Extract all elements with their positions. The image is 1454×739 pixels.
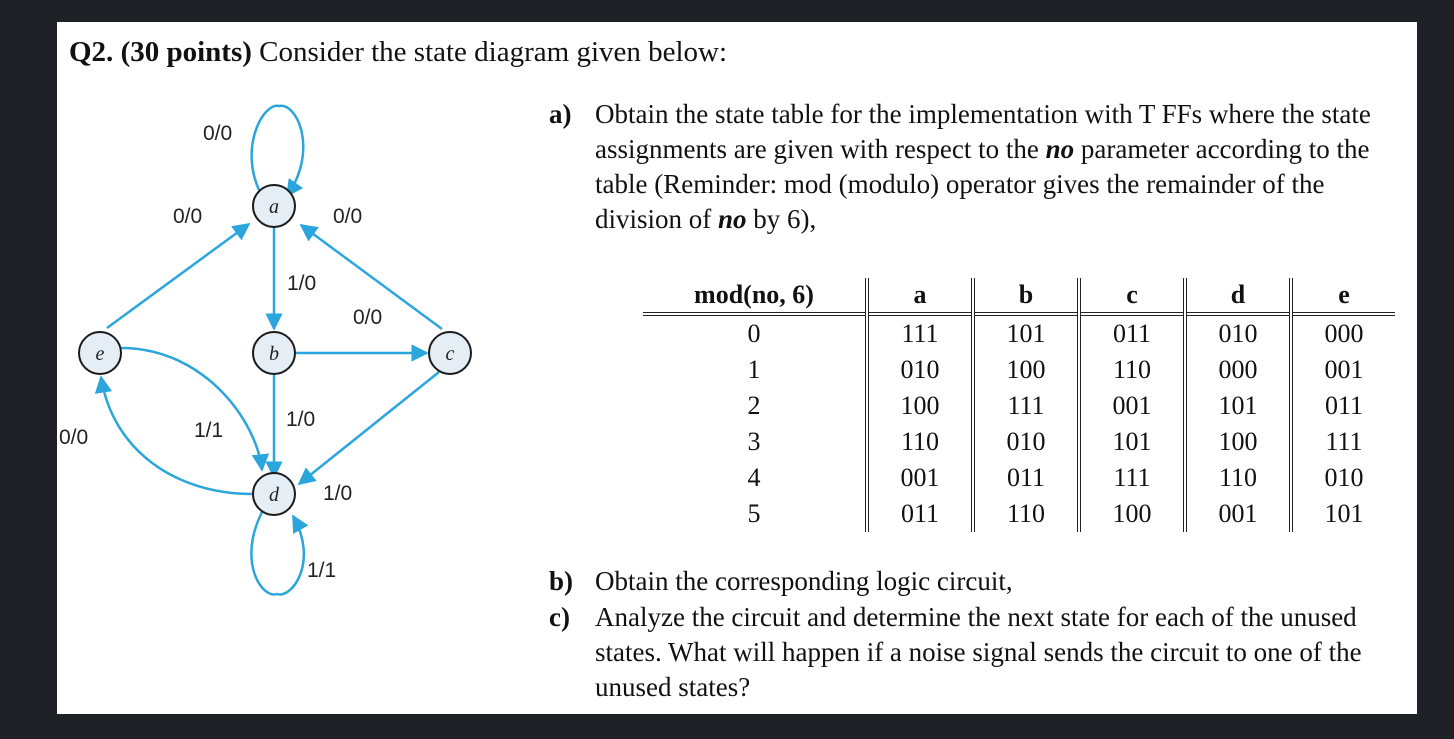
label-a-b: 1/0 — [287, 272, 317, 295]
cell: 110 — [867, 424, 973, 460]
cell: 010 — [1185, 314, 1291, 352]
part-b — [549, 564, 1389, 604]
table-row — [643, 424, 1395, 460]
cell: 000 — [1291, 314, 1395, 352]
cell: 111 — [867, 314, 973, 352]
state-diagram — [57, 92, 497, 612]
cell: 110 — [1185, 460, 1291, 496]
cell: 010 — [973, 424, 1079, 460]
cell: 001 — [1079, 388, 1185, 424]
cell: 2 — [747, 391, 761, 420]
question-page — [57, 22, 1417, 714]
transition-e-d — [121, 348, 262, 470]
state-node-c — [429, 332, 471, 374]
svg-text:a: a — [269, 196, 279, 218]
cell: 010 — [1291, 460, 1395, 496]
part-b-letter: b) — [549, 566, 574, 596]
cell: 0 — [747, 319, 761, 348]
svg-text:d: d — [269, 484, 279, 506]
part-a — [549, 97, 1389, 247]
label-e-d: 1/1 — [194, 419, 224, 442]
transition-e-a — [107, 224, 249, 328]
cell: 010 — [867, 352, 973, 388]
transition-a-a — [252, 106, 304, 196]
part-a-letter: a) — [549, 99, 572, 129]
cell: 100 — [1079, 496, 1185, 532]
cell: 011 — [867, 496, 973, 532]
question-number: Q2. — [69, 36, 114, 68]
cell: 5 — [747, 499, 761, 528]
cell: 111 — [973, 388, 1079, 424]
label-d-d: 1/1 — [307, 559, 337, 582]
question-points: (30 points) — [120, 36, 252, 68]
cell: 101 — [1185, 388, 1291, 424]
part-c — [549, 600, 1419, 710]
svg-text:b: b — [269, 343, 279, 365]
label-d-e: 0/0 — [59, 426, 89, 449]
state-node-d — [253, 473, 295, 515]
transition-c-d — [299, 372, 439, 484]
cell: 4 — [747, 463, 761, 492]
part-a-em2: no — [718, 204, 747, 234]
table-row — [643, 496, 1395, 532]
cell: 111 — [1079, 460, 1185, 496]
svg-text:c: c — [445, 343, 455, 365]
label-c-d: 1/0 — [323, 482, 353, 505]
header-b: b — [973, 278, 1079, 314]
state-assignment-table — [643, 278, 1395, 532]
table-row — [643, 388, 1395, 424]
label-e-a: 0/0 — [173, 205, 203, 228]
cell: 100 — [867, 388, 973, 424]
cell: 000 — [1185, 352, 1291, 388]
header-mod: mod(no, 6) — [694, 280, 814, 309]
question-text: Consider the state diagram given below: — [259, 36, 728, 68]
part-c-text: Analyze the circuit and determine the next state for each of the unused states. What will happen if a noise signal sends the circuit to one of the unused states? — [595, 602, 1362, 702]
state-node-e — [79, 332, 121, 374]
part-b-text: Obtain the corresponding logic circuit, — [595, 566, 1013, 596]
table-row — [643, 460, 1395, 496]
table-header-row — [643, 278, 1395, 314]
cell: 101 — [1291, 496, 1395, 532]
question-title — [69, 36, 727, 69]
cell: 101 — [973, 314, 1079, 352]
header-e: e — [1291, 278, 1395, 314]
state-node-a — [253, 185, 295, 227]
header-a: a — [867, 278, 973, 314]
svg-text:e: e — [95, 343, 105, 365]
cell: 011 — [1291, 388, 1395, 424]
header-c: c — [1079, 278, 1185, 314]
part-a-seg2: parameter according to the table (Reminder: mod (modulo) operator gives the remainder of the division of — [595, 134, 1370, 234]
cell: 001 — [1185, 496, 1291, 532]
table-row — [643, 352, 1395, 388]
cell: 001 — [1291, 352, 1395, 388]
transition-d-e — [101, 377, 253, 494]
cell: 011 — [1079, 314, 1185, 352]
part-a-em1: no — [1045, 134, 1075, 164]
cell: 001 — [867, 460, 973, 496]
label-b-c: 0/0 — [353, 306, 383, 329]
transition-d-d — [251, 512, 303, 594]
part-a-text — [595, 97, 1400, 237]
label-b-d: 1/0 — [286, 408, 316, 431]
cell: 011 — [973, 460, 1079, 496]
cell: 3 — [747, 427, 761, 456]
label-c-a: 0/0 — [333, 205, 363, 228]
cell: 110 — [1079, 352, 1185, 388]
part-c-letter: c) — [549, 602, 570, 632]
part-a-seg3: by 6), — [746, 204, 817, 234]
cell: 111 — [1291, 424, 1395, 460]
cell: 1 — [747, 355, 761, 384]
cell: 100 — [973, 352, 1079, 388]
part-a-seg1: Obtain the state table for the implementation with T FFs where the state assignments are given with respect to the — [595, 99, 1371, 164]
cell: 100 — [1185, 424, 1291, 460]
label-a-a: 0/0 — [203, 122, 233, 145]
cell: 110 — [973, 496, 1079, 532]
state-node-b — [253, 332, 295, 374]
cell: 101 — [1079, 424, 1185, 460]
header-d: d — [1185, 278, 1291, 314]
table-row — [643, 314, 1395, 352]
